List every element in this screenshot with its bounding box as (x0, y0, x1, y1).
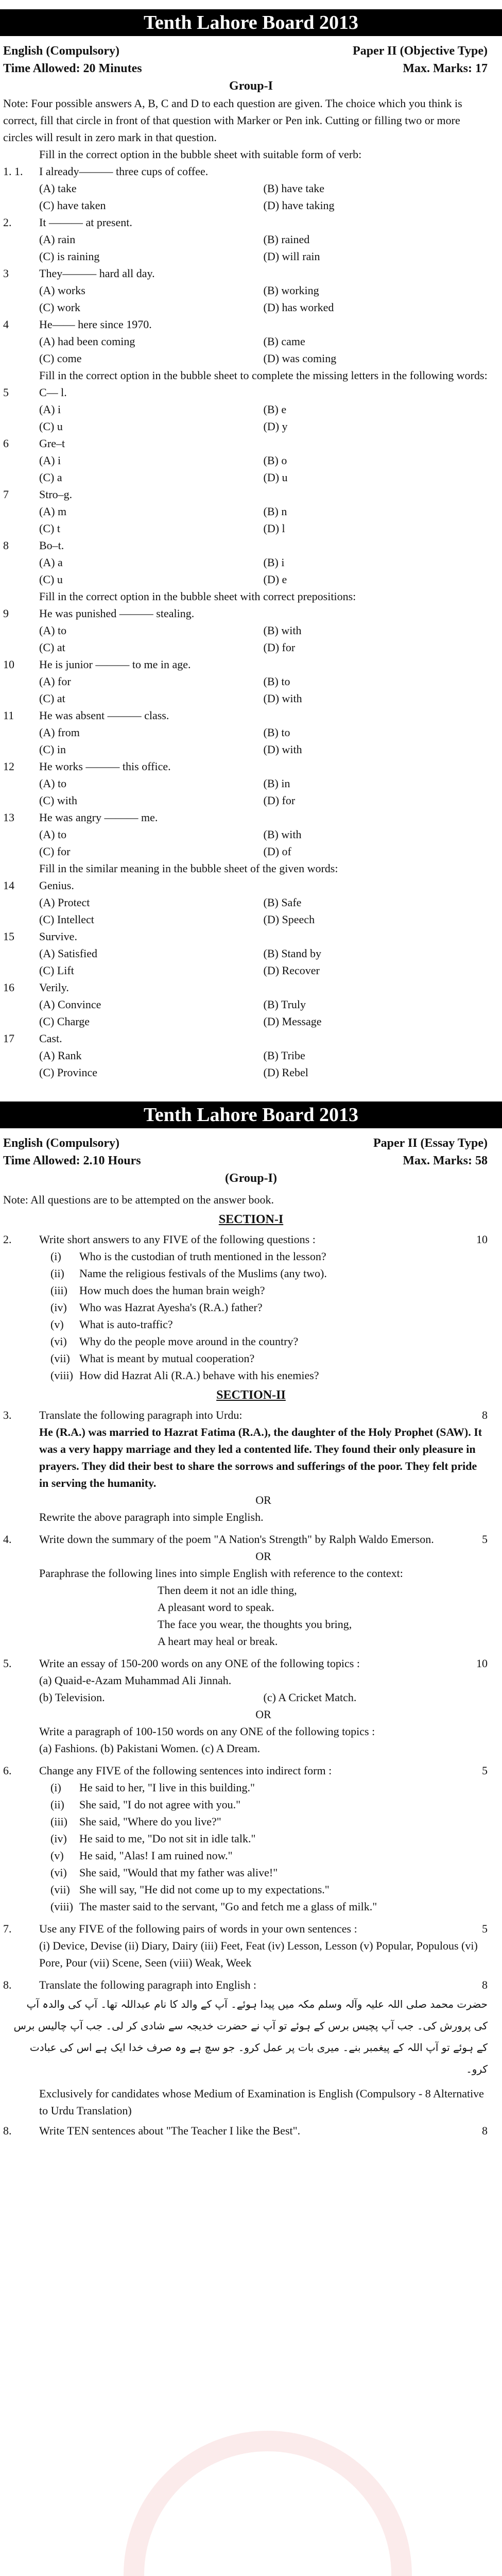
question-2: 2. Write short answers to any FIVE of the following questions : 10 (i) Who is the custodian of truth mentioned in the lesson? (ii) Name the religious festivals of the Muslims (any two). (iii) How much does the human brain weigh? (iv) Who was Hazrat Ayesha's (R.A.) father? (v) What is auto-traffic? (vi) Why do the people move around in the country? (vii) What is meant by mutual cooperation? (viii) How did Hazrat Ali (R.A.) behave with his enemies? (0, 1231, 502, 1384)
section-1-heading: SECTION-I (218, 1213, 284, 1226)
mcq-item: 5 C— l. (A) i (B) e (C) u (D) y (3, 386, 288, 433)
list-item: (vii) She will say, "He did not come up to my expectations." (50, 1883, 330, 1896)
q5-alternative: Write a paragraph of 100-150 words on any ONE of the following topics : (39, 1725, 375, 1738)
paper1-subject-row (0, 42, 502, 60)
q2-list (0, 384, 502, 588)
mcq-item: 2. It ——— at present. (A) rain (B) rained (C) is raining (D) will rain (3, 216, 320, 263)
q5-topic: (c) A Cricket Match. (263, 1691, 357, 1704)
list-item: (v) What is auto-traffic? (50, 1318, 173, 1331)
mcq-item: 9 He was punished ——— stealing. (A) to (B) with (C) at (D) for (3, 607, 302, 654)
mcq-item: 1. 1. I already——— three cups of coffee. (A) take (B) have take (C) have taken (D) have taking (3, 165, 335, 212)
paper2-subject: English (Compulsory) (3, 1137, 120, 1150)
list-item: (ii) She said, "I do not agree with you." (50, 1798, 241, 1811)
paper2-marks: Max. Marks: 58 (403, 1154, 488, 1167)
q5-topic: (b) Television. (39, 1691, 105, 1704)
paper1-type: Paper II (Objective Type) (353, 44, 488, 58)
question-7: 7. Use any FIVE of the following pairs of words in your own sentences : 5 (i) Device, Devise (ii) Diary, Dairy (iii) Feet, Feat (iv) Lesson, Lesson (v) Popular, Populous (vi) Pore, Pour (vii) Scene, Seen (viii) Weak, Week (0, 1920, 502, 1971)
question-6: 6. Change any FIVE of the following sentences into indirect form : 5 (i) He said to her, "I live in this building." (ii) She said, "I do not agree with you." (iii) She said, "Where do you live?" (iv) He said to me, "Do not sit in idle talk." (v) He said, "Alas! I am ruined now." (vi) She said, "Would that my father was alive!" (vii) She will say, "He did not come up to my expectations." (viii) The master said to the servant, "Go and fetch me a glass of milk." (0, 1762, 502, 1915)
list-item: (iii) How much does the human brain weigh? (50, 1284, 265, 1297)
mcq-item: 13 He was angry ——— me. (A) to (B) with (C) for (D) of (3, 811, 302, 858)
list-item: (vi) She said, "Would that my father was alive!" (50, 1866, 278, 1879)
mcq-item: 12 He works ——— this office. (A) to (B) in (C) with (D) for (3, 760, 296, 807)
mcq-item: 16 Verily. (A) Convince (B) Truly (C) Charge (D) Message (3, 981, 322, 1028)
poem-lines: Then deem it not an idle thing, A pleasant word to speak. The face you wear, the thoughts you bring, A heart may heal or break. (158, 1584, 352, 1648)
question-8-alt: 8. Write TEN sentences about "The Teacher I like the Best". 8 (3, 2124, 488, 2137)
list-item: (vi) Why do the people move around in the country? (50, 1335, 299, 1348)
paper2-time: Time Allowed: 2.10 Hours (3, 1154, 141, 1167)
paper1-time-row (0, 60, 502, 77)
question-4: 4. Write down the summary of the poem "A Nation's Strength" by Ralph Waldo Emerson. 5 OR Paraphrase the following lines into simple English with reference to the context: Then deem it not an idle thing, A pleasant word to speak. The face you wear, the thoughts you bring, A heart may heal or break. (0, 1531, 502, 1650)
list-item: (i) He said to her, "I live in this building." (50, 1781, 255, 1794)
list-item: (v) He said, "Alas! I am ruined now." (50, 1849, 233, 1862)
mcq-item: 17 Cast. (A) Rank (B) Tribe (C) Province (D) Rebel (3, 1032, 308, 1079)
mcq-item: 11 He was absent ——— class. (A) from (B) to (C) in (D) with (3, 709, 302, 756)
paper2-time-row (0, 1152, 502, 1170)
q1-intro: Fill in the correct option in the bubble sheet with suitable form of verb: (39, 148, 362, 161)
paper2-group: (Group-I) (225, 1172, 277, 1185)
or-label: OR (255, 1550, 271, 1563)
paper2-type: Paper II (Essay Type) (373, 1137, 488, 1150)
q4-intro: Fill in the similar meaning in the bubble sheet of the given words: (39, 862, 338, 875)
q1-list (0, 163, 502, 367)
list-item: (i) Who is the custodian of truth mentioned in the lesson? (50, 1250, 326, 1263)
question-3: 3. Translate the following paragraph into Urdu: 8 He (R.A.) was married to Hazrat Fatima (R.A.), the daughter of the Holy Prophet (SAW). It was a very happy marriage and they led a contented life. They found their only pleasure in prayers. They did their best to share the sorrows and sufferings of the poor. They felt pride in serving the humanity. OR Rewrite the above paragraph into simple English. (0, 1406, 502, 1526)
list-item: (iv) He said to me, "Do not sit in idle talk." (50, 1832, 256, 1845)
mcq-item: 3 They——— hard all day. (A) works (B) working (C) work (D) has worked (3, 267, 334, 314)
mcq-item: 14 Genius. (A) Protect (B) Safe (C) Intellect (D) Speech (3, 879, 315, 926)
list-item: (viii) The master said to the servant, "Go and fetch me a glass of milk." (50, 1900, 377, 1913)
q3-alternative: Rewrite the above paragraph into simple English. (39, 1511, 264, 1523)
mcq-item: 10 He is junior ——— to me in age. (A) for (B) to (C) at (D) with (3, 658, 302, 705)
question-8: 8. Translate the following paragraph into English : 8 (3, 1978, 488, 1991)
q4-alternative: Paraphrase the following lines into simple English with reference to the context: (39, 1567, 403, 1580)
q5-alt-topics: (a) Fashions. (b) Pakistani Women. (c) A Dream. (39, 1742, 261, 1755)
list-item: (vii) What is meant by mutual cooperation? (50, 1352, 255, 1365)
paper1-time: Time Allowed: 20 Minutes (3, 62, 142, 75)
watermark-seal (124, 2431, 412, 2576)
list-item: (ii) Name the religious festivals of the Muslims (any two). (50, 1267, 327, 1280)
document-page (0, 9, 502, 2139)
q2-intro: Fill in the correct option in the bubble sheet to complete the missing letters in the following words: (39, 369, 488, 382)
mcq-item: 8 Bo–t. (A) a (B) i (C) u (D) e (3, 539, 287, 586)
mcq-item: 15 Survive. (A) Satisfied (B) Stand by (C) Lift (D) Recover (3, 930, 321, 977)
urdu-paragraph: حضرت محمد صلی اللہ علیہ وآلہ وسلم مکہ میں پیدا ہوئے۔ آپ کے والد کا نام عبداللہ تھا۔ آپ کی والدہ آپ کی پرورش کی۔ جب آپ پچیس برس کے ہوئے تو آپ نے حضرت خدیجہ سے شادی کر لی۔ جب آپ چالیس برس کے ہوئے تو آپ اللہ کے پیغمبر بنے۔ میری بات پر عمل کرو۔ جو سچ ہے وہ صرف خدا ایک ہے اس کی عبادت کرو۔ (13, 1998, 488, 2075)
or-label: OR (255, 1708, 271, 1721)
paper1-note: Note: Four possible answers A, B, C and D to each question are given. The choice which you think is correct, fill that circle in front of that question with Marker or Pen ink. Cutting or filling two or more circles will result in zero mark in that question. (3, 97, 462, 144)
q4-list (0, 877, 502, 1081)
mcq-item: 4 He—— here since 1970. (A) had been coming (B) came (C) come (D) was coming (3, 318, 337, 365)
list-item: (iv) Who was Hazrat Ayesha's (R.A.) father? (50, 1301, 263, 1314)
or-label: OR (255, 1494, 271, 1506)
section-2-heading: SECTION-II (216, 1388, 286, 1402)
q3-paragraph: He (R.A.) was married to Hazrat Fatima (R.A.), the daughter of the Holy Prophet (SAW). It was a very happy marriage and they led a contented life. They found their only pleasure in prayers. They did their best to share the sorrows and sufferings of the poor. They felt pride in serving the humanity. (39, 1426, 482, 1489)
paper1-title-band: Tenth Lahore Board 2013 (0, 9, 502, 36)
mcq-item: 6 Gre–t (A) i (B) o (C) a (D) u (3, 437, 288, 484)
exclusive-note: Exclusively for candidates whose Medium of Examination is English (Compulsory - 8 Alternative to Urdu Translation) (39, 2087, 484, 2117)
q3-list (0, 605, 502, 860)
question-5: 5. Write an essay of 150-200 words on any ONE of the following topics : 10 (a) Quaid-e-Azam Muhammad Ali Jinnah. (b) Television. (c) A Cricket Match. OR Write a paragraph of 100-150 words on any ONE of the following topics : (a) Fashions. (b) Pakistani Women. (c) A Dream. (0, 1655, 502, 1757)
paper1-marks: Max. Marks: 17 (403, 62, 488, 75)
paper1-subject: English (Compulsory) (3, 44, 120, 58)
list-item: (viii) How did Hazrat Ali (R.A.) behave with his enemies? (50, 1369, 319, 1382)
paper1-group: Group-I (229, 79, 273, 93)
mcq-item: 7 Stro–g. (A) m (B) n (C) t (D) l (3, 488, 287, 535)
q3-intro: Fill in the correct option in the bubble sheet with correct prepositions: (39, 590, 356, 603)
paper2-subject-row (0, 1134, 502, 1152)
q5-topic: (a) Quaid-e-Azam Muhammad Ali Jinnah. (39, 1674, 232, 1687)
q7-word-pairs: (i) Device, Devise (ii) Diary, Dairy (iii) Feet, Feat (iv) Lesson, Lesson (v) Popular, Populous (vi) Pore, Pour (vii) Scene, Seen (viii) Weak, Week (39, 1939, 478, 1969)
paper2-title-band: Tenth Lahore Board 2013 (0, 1101, 502, 1128)
list-item: (iii) She said, "Where do you live?" (50, 1815, 221, 1828)
paper2-note: Note: All questions are to be attempted on the answer book. (3, 1193, 274, 1206)
